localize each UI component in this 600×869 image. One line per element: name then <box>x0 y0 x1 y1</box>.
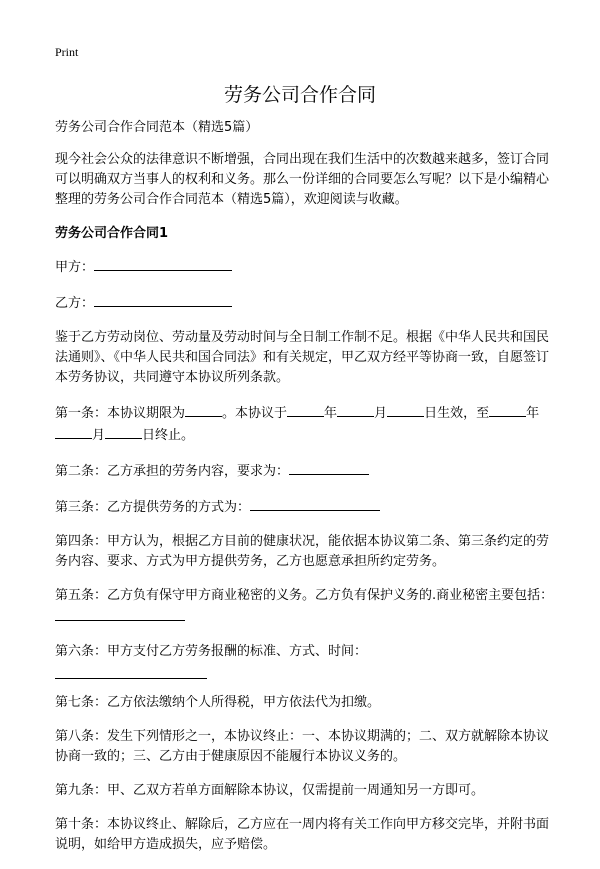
article-1-text-f: 年 <box>526 406 540 421</box>
article-1-text-c: 年 <box>324 406 338 421</box>
document-subtitle: 劳务公司合作合同范本（精选5篇） <box>55 120 259 135</box>
article-1-text-g: 月 <box>92 428 106 443</box>
preamble-paragraph: 鉴于乙方劳动岗位、劳动量及劳动时间与全日制工作制不足。根据《中华人民共和国民法通则》、《中华人民共和国合同法》和有关规定，甲乙双方经平等协商一致，自愿签订本劳务协议，共同遵守本协议所列条款。 <box>55 330 550 385</box>
article-1-text-e: 日生效，至 <box>424 406 490 421</box>
article-1-text-a: 第一条：本协议期限为 <box>55 406 186 421</box>
party-a-label: 甲方： <box>55 260 95 275</box>
start-month-blank <box>337 402 374 417</box>
article-8: 第八条：发生下列情形之一，本协议终止：一、本协议期满的；二、双方就解除本协议协商一致的；三、乙方由于健康原因不能履行本协议义务的。 <box>55 729 550 764</box>
article-10: 第十条：本协议终止、解除后，乙方应在一周内将有关工作向甲方移交完毕，并附书面说明，如给甲方造成损失，应予赔偿。 <box>55 817 550 852</box>
party-a-blank <box>94 256 232 271</box>
start-day-blank <box>387 402 424 417</box>
article-5-text: 第五条：乙方负有保守甲方商业秘密的义务。乙方负有保护义务的.商业秘密主要包括： <box>55 588 554 603</box>
article-1 <box>55 402 555 446</box>
section-heading: 劳务公司合作合同1 <box>55 226 169 241</box>
article-6 <box>55 642 555 662</box>
end-month-blank <box>55 424 92 439</box>
term-blank <box>185 402 222 417</box>
article-7: 第七条：乙方依法缴纳个人所得税，甲方依法代为扣缴。 <box>55 695 381 710</box>
article-6-text: 第六条：甲方支付乙方劳务报酬的标准、方式、时间： <box>55 644 368 659</box>
article-5 <box>55 586 555 628</box>
article-9: 第九条：甲、乙双方若单方面解除本协议，仅需提前一周通知另一方即可。 <box>55 783 485 798</box>
article-3 <box>55 496 555 518</box>
document-body <box>55 118 555 869</box>
article-2 <box>55 460 555 482</box>
party-b-blank <box>94 292 232 307</box>
party-b-label: 乙方： <box>55 296 95 311</box>
article-3-text: 第三条：乙方提供劳务的方式为： <box>55 500 251 515</box>
article-4: 第四条：甲方认为，根据乙方目前的健康状况，能依据本协议第二条、第三条约定的劳务内容、要求、方式为甲方提供劳务，乙方也愿意承担所约定劳务。 <box>55 534 550 569</box>
end-day-blank <box>105 424 142 439</box>
article-2-blank <box>289 460 369 475</box>
start-year-blank <box>287 402 324 417</box>
article-6-blank <box>55 666 207 679</box>
article-1-text-d: 月 <box>374 406 388 421</box>
end-year-blank <box>489 402 526 417</box>
article-1-text-b: 。本协议于 <box>222 406 288 421</box>
article-1-text-h: 日终止。 <box>142 428 195 443</box>
party-b-row <box>55 292 555 314</box>
article-2-text: 第二条：乙方承担的劳务内容，要求为： <box>55 464 290 479</box>
article-5-blank <box>55 606 185 621</box>
document-title: 劳务公司合作合同 <box>223 84 376 106</box>
intro-paragraph: 现今社会公众的法律意识不断增强，合同出现在我们生活中的次数越来越多，签订合同可以明确双方当事人的权利和义务。那么一份详细的合同要怎么写呢？以下是小编精心整理的劳务公司合作合同范本（精选5篇），欢迎阅读与收藏。 <box>55 152 550 207</box>
print-link[interactable]: Print <box>55 45 79 59</box>
article-3-blank <box>250 496 380 511</box>
party-a-row <box>55 256 555 278</box>
